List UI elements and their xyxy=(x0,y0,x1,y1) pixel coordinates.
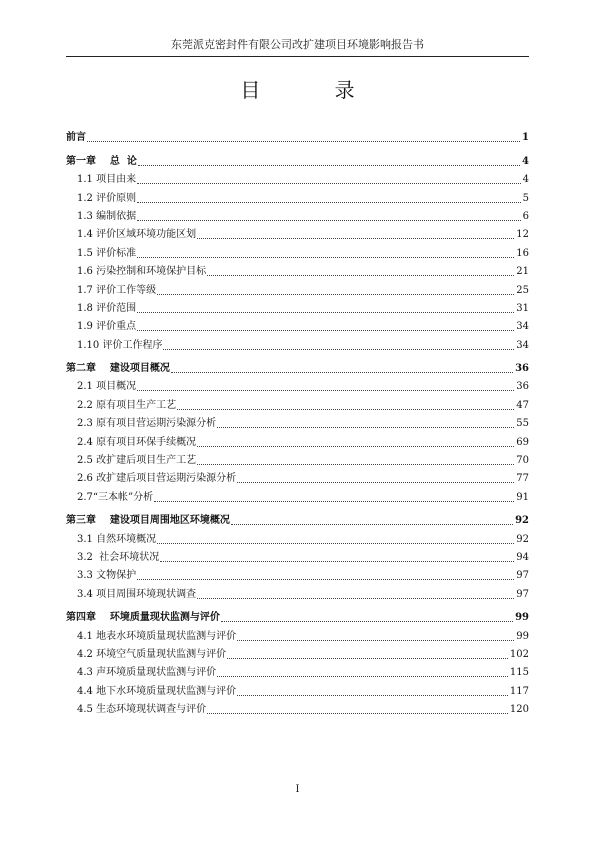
dot-leader xyxy=(227,658,508,659)
toc-section-entry[interactable] xyxy=(66,205,529,223)
toc-title: 目 录 xyxy=(240,78,389,102)
toc-entry-page: 6 xyxy=(522,210,529,222)
toc-section-entry[interactable] xyxy=(66,582,529,600)
dot-leader xyxy=(237,482,514,483)
toc-chapter-entry[interactable] xyxy=(66,126,529,144)
toc-entry-title: 1.3 编制依据 xyxy=(77,210,137,222)
toc-chapter-entry[interactable] xyxy=(66,509,529,527)
dot-leader xyxy=(237,695,508,696)
dot-leader xyxy=(137,257,514,258)
dot-leader xyxy=(137,312,514,313)
toc-section-entry[interactable] xyxy=(66,333,529,351)
toc-entry-title: 3.2 社会环境状况 xyxy=(77,551,160,563)
toc-section-entry[interactable] xyxy=(66,449,529,467)
toc-chapter-entry[interactable] xyxy=(66,149,529,167)
header-divider xyxy=(66,56,529,57)
running-header: 东莞派克密封件有限公司改扩建项目环境影响报告书 xyxy=(171,38,424,51)
toc-entry-page: 36 xyxy=(515,363,529,375)
toc-entry-page: 21 xyxy=(516,266,529,278)
toc-entry-title: 4.4 地下水环境质量现状监测与评价 xyxy=(77,685,237,697)
toc-section-entry[interactable] xyxy=(66,168,529,186)
toc-entry-title: 1.7 评价工作等级 xyxy=(77,284,157,296)
toc-entry-page: 34 xyxy=(516,321,529,333)
toc-entry-page: 94 xyxy=(516,551,529,563)
toc-section-entry[interactable] xyxy=(66,412,529,430)
toc-entry-title: 第三章 建设项目周围地区环境概况 xyxy=(66,515,230,527)
toc-entry-title: 2.1 项目概况 xyxy=(77,381,137,393)
toc-entry-page: 1 xyxy=(522,132,529,144)
toc-entry-title: 第二章 建设项目概况 xyxy=(66,363,170,375)
toc-entry-title: 3.3 文物保护 xyxy=(77,570,137,582)
dot-leader xyxy=(154,501,514,502)
toc-entry-page: 97 xyxy=(516,570,529,582)
dot-leader xyxy=(197,446,514,447)
dot-leader xyxy=(217,676,508,677)
dot-leader xyxy=(197,464,514,465)
dot-leader xyxy=(137,202,521,203)
dot-leader xyxy=(157,294,514,295)
toc-section-entry[interactable] xyxy=(66,661,529,679)
dot-leader xyxy=(163,349,514,350)
toc-entry-title: 1.4 评价区域环境功能区划 xyxy=(77,229,197,241)
toc-entry-page: 69 xyxy=(516,436,529,448)
toc-section-entry[interactable] xyxy=(66,679,529,697)
toc-entry-title: 3.1 自然环境概况 xyxy=(77,533,157,545)
toc-entry-page: 36 xyxy=(516,381,529,393)
toc-section-entry[interactable] xyxy=(66,467,529,485)
toc-entry-page: 120 xyxy=(509,704,529,716)
toc-entry-page: 31 xyxy=(516,302,529,314)
dot-leader xyxy=(157,543,514,544)
dot-leader xyxy=(221,621,513,622)
toc-entry-title: 前言 xyxy=(66,132,86,144)
toc-entry-title: 2.5 改扩建后项目生产工艺 xyxy=(77,455,197,467)
toc-section-entry[interactable] xyxy=(66,241,529,259)
dot-leader xyxy=(217,427,514,428)
toc-entry-page: 4 xyxy=(522,174,529,186)
toc-entry-page: 91 xyxy=(516,491,529,503)
dot-leader xyxy=(237,640,514,641)
toc-entry-page: 97 xyxy=(516,588,529,600)
toc-entry-title: 1.1 项目由来 xyxy=(77,174,137,186)
dot-leader xyxy=(207,275,514,276)
dot-leader xyxy=(137,220,521,221)
toc-entry-page: 77 xyxy=(516,473,529,485)
dot-leader xyxy=(160,561,514,562)
toc-entry-title: 2.3 原有项目营运期污染源分析 xyxy=(77,418,217,430)
toc-entry-page: 4 xyxy=(522,155,529,167)
toc-entry-title: 1.6 污染控制和环境保护目标 xyxy=(77,266,207,278)
dot-leader xyxy=(207,713,508,714)
toc-entry-title: 2.4 原有项目环保手续概况 xyxy=(77,436,197,448)
toc-section-entry[interactable] xyxy=(66,278,529,296)
dot-leader xyxy=(231,524,513,525)
toc-section-entry[interactable] xyxy=(66,485,529,503)
toc-entry-page: 25 xyxy=(516,284,529,296)
toc-entry-title: 2.6 改扩建后项目营运期污染源分析 xyxy=(77,473,237,485)
toc-entry-page: 16 xyxy=(516,247,529,259)
toc-entry-title: 1.2 评价原则 xyxy=(77,192,137,204)
toc-entry-title: 1.8 评价范围 xyxy=(77,302,137,314)
toc-entry-title: 4.1 地表水环境质量现状监测与评价 xyxy=(77,630,237,642)
dot-leader xyxy=(137,579,514,580)
toc-section-entry[interactable] xyxy=(66,260,529,278)
toc-entry-title: 4.2 环境空气质量现状监测与评价 xyxy=(77,648,227,660)
toc-section-entry[interactable] xyxy=(66,315,529,333)
toc-chapter-entry[interactable] xyxy=(66,357,529,375)
toc-chapter-entry[interactable] xyxy=(66,606,529,624)
toc-entry-page: 92 xyxy=(516,533,529,545)
toc-section-entry[interactable] xyxy=(66,624,529,642)
toc-entry-title: 第一章 总 论 xyxy=(66,155,137,167)
dot-leader xyxy=(137,183,521,184)
toc-entry-page: 99 xyxy=(515,612,529,624)
toc-section-entry[interactable] xyxy=(66,546,529,564)
dot-leader xyxy=(197,238,514,239)
page-number: I xyxy=(295,784,300,795)
toc-entry-page: 92 xyxy=(515,515,529,527)
toc-entry-page: 102 xyxy=(509,648,529,660)
toc-entry-title: 1.10 评价工作程序 xyxy=(77,339,163,351)
dot-leader xyxy=(137,390,514,391)
toc-section-entry[interactable] xyxy=(66,698,529,716)
toc-entry-title: 第四章 环境质量现状监测与评价 xyxy=(66,612,220,624)
toc-entry-page: 55 xyxy=(516,418,529,430)
toc-section-entry[interactable] xyxy=(66,393,529,411)
toc-section-entry[interactable] xyxy=(66,527,529,545)
toc-entry-title: 1.5 评价标准 xyxy=(77,247,137,259)
toc-section-entry[interactable] xyxy=(66,375,529,393)
toc-entry-page: 115 xyxy=(509,667,529,679)
table-of-contents xyxy=(66,126,529,716)
toc-entry-title: 1.9 评价重点 xyxy=(77,321,137,333)
toc-entry-title: 3.4 项目周围环境现状调查 xyxy=(77,588,197,600)
toc-entry-title: 2.2 原有项目生产工艺 xyxy=(77,399,177,411)
toc-entry-title: 4.3 声环境质量现状监测与评价 xyxy=(77,667,217,679)
toc-entry-page: 70 xyxy=(516,455,529,467)
toc-entry-page: 99 xyxy=(516,630,529,642)
toc-section-entry[interactable] xyxy=(66,430,529,448)
toc-section-entry[interactable] xyxy=(66,223,529,241)
toc-section-entry[interactable] xyxy=(66,186,529,204)
toc-entry-title: 2.7“三本帐”分析 xyxy=(77,491,154,503)
dot-leader xyxy=(87,141,520,142)
dot-leader xyxy=(171,372,513,373)
toc-section-entry[interactable] xyxy=(66,643,529,661)
dot-leader xyxy=(197,598,514,599)
dot-leader xyxy=(177,409,514,410)
toc-entry-page: 12 xyxy=(516,229,529,241)
toc-entry-title: 4.5 生态环境现状调查与评价 xyxy=(77,704,207,716)
toc-entry-page: 47 xyxy=(516,399,529,411)
toc-section-entry[interactable] xyxy=(66,564,529,582)
toc-entry-page: 5 xyxy=(522,192,529,204)
toc-section-entry[interactable] xyxy=(66,297,529,315)
toc-entry-page: 117 xyxy=(509,685,529,697)
dot-leader xyxy=(137,330,514,331)
toc-entry-page: 34 xyxy=(516,339,529,351)
dot-leader xyxy=(138,165,520,166)
